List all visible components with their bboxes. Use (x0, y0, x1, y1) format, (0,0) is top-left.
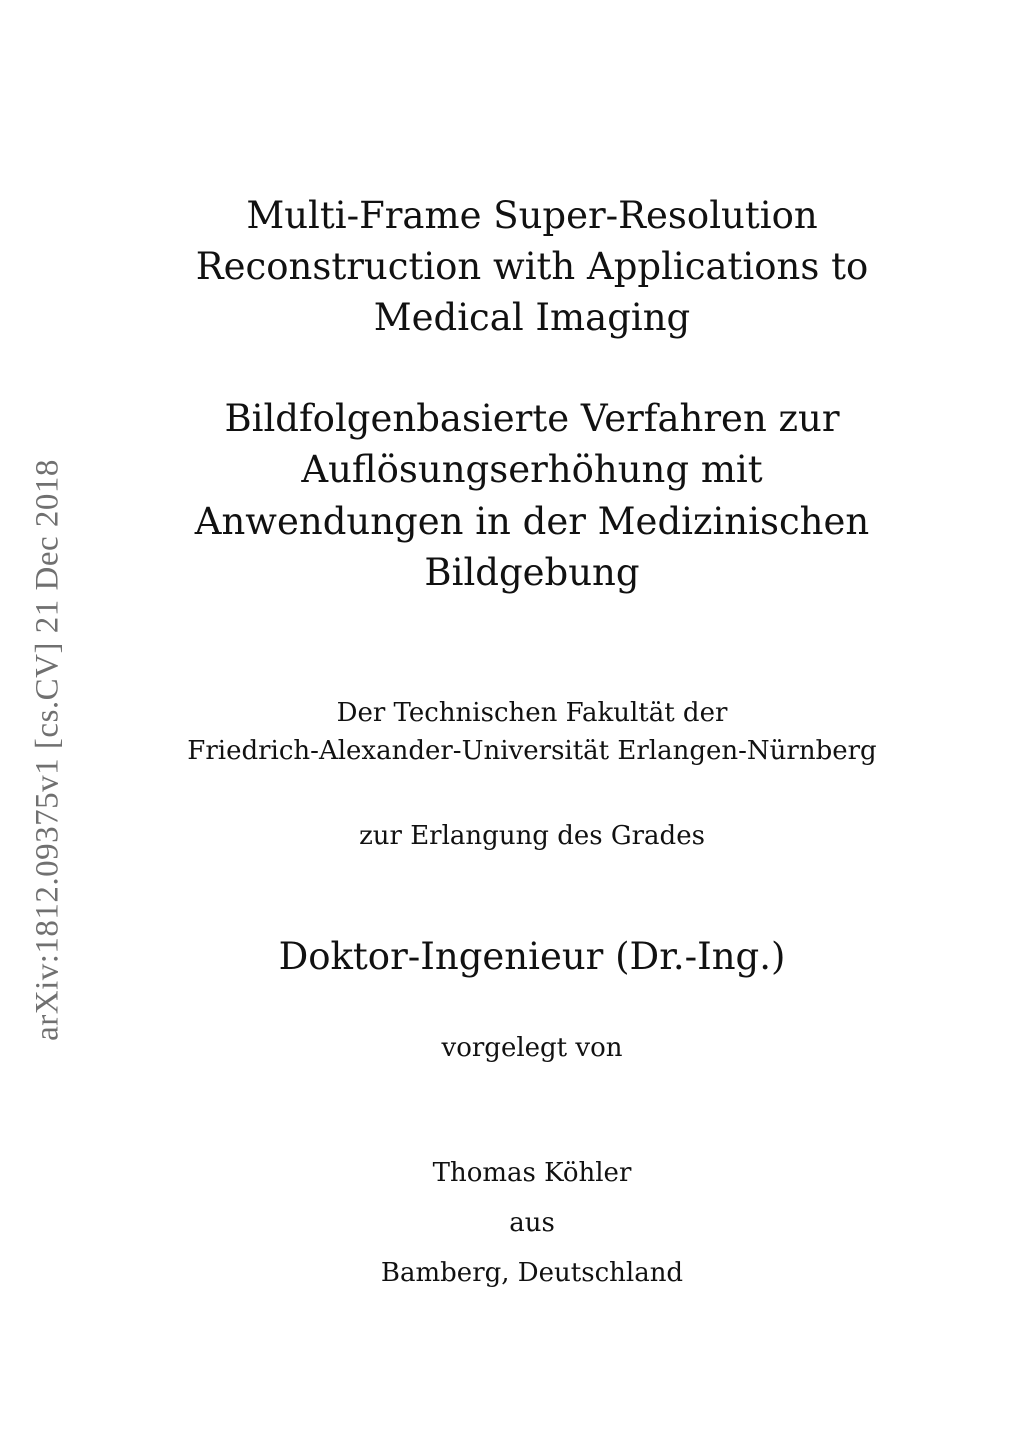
arxiv-identifier: arXiv:1812.09375v1 [cs.CV] 21 Dec 2018 (29, 459, 66, 1041)
title-english-line: Multi-Frame Super-Resolution (246, 194, 818, 237)
author-origin: Bamberg, Deutschland (380, 1258, 684, 1288)
submitted-by-label: vorgelegt von (441, 1033, 623, 1063)
author-from-label: aus (509, 1208, 555, 1238)
faculty-line: Friedrich-Alexander-Universität Erlangen-Nürnberg (187, 736, 877, 766)
title-german-line: Bildfolgenbasierte Verfahren zur (224, 397, 840, 440)
degree-purpose: zur Erlangung des Grades (359, 821, 705, 851)
title-german-line: Auflösungserhöhung mit (301, 448, 763, 491)
title-german-line: Bildgebung (424, 551, 640, 594)
degree-title: Doktor-Ingenieur (Dr.-Ing.) (278, 935, 786, 978)
author-name: Thomas Köhler (432, 1158, 632, 1188)
title-english-line: Reconstruction with Applications to (195, 245, 869, 288)
title-german-line: Anwendungen in der Medizinischen (194, 500, 870, 543)
title-english-line: Medical Imaging (373, 296, 691, 339)
faculty-line: Der Technischen Fakultät der (336, 698, 728, 728)
